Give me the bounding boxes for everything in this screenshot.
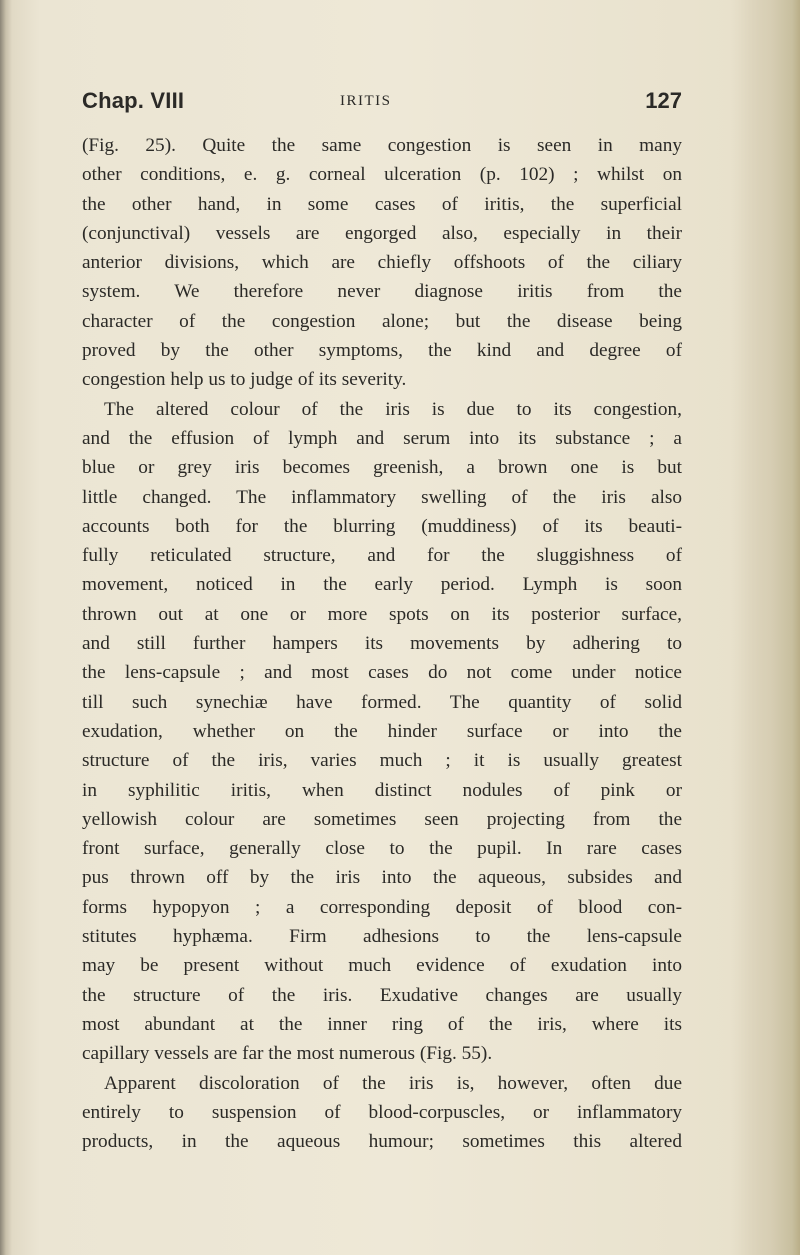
text-line: proved by the other symptoms, the kind and degree of xyxy=(82,340,682,362)
text-line: most abundant at the inner ring of the iris, where its xyxy=(82,1013,682,1035)
text-line: (conjunctival) vessels are engorged also, especially in their xyxy=(82,222,682,244)
running-header xyxy=(82,88,682,122)
text-line: entirely to suspension of blood-corpuscles, or inflammatory xyxy=(82,1101,682,1123)
text-line: blue or grey iris becomes greenish, a brown one is but xyxy=(82,457,682,479)
text-line: character of the congestion alone; but the disease being xyxy=(82,310,682,332)
text-line: forms hypopyon ; a corresponding deposit of blood con- xyxy=(82,896,682,918)
text-line: other conditions, e. g. corneal ulceration (p. 102) ; whilst on xyxy=(82,164,682,186)
text-line: may be present without much evidence of exudation into xyxy=(82,955,682,977)
text-line: front surface, generally close to the pupil. In rare cases xyxy=(82,838,682,860)
text-line: congestion help us to judge of its severity. xyxy=(82,369,407,391)
text-line: and still further hampers its movements by adhering to xyxy=(82,633,682,655)
page-binding-shadow xyxy=(0,0,12,1255)
running-title: IRITIS xyxy=(340,93,392,109)
chapter-label: Chap. VIII xyxy=(82,88,185,113)
text-line: yellowish colour are sometimes seen projecting from the xyxy=(82,808,682,830)
page-number: 127 xyxy=(645,88,682,113)
text-line: capillary vessels are far the most numerous (Fig. 55). xyxy=(82,1043,493,1065)
text-line: (Fig. 25). Quite the same congestion is seen in many xyxy=(82,135,682,156)
text-line: anterior divisions, which are chiefly offshoots of the ciliary xyxy=(82,252,682,274)
text-line: The altered colour of the iris is due to its congestion, xyxy=(104,398,682,420)
text-line: stitutes hyphæma. Firm adhesions to the lens-capsule xyxy=(82,926,682,948)
text-line: accounts both for the blurring (muddiness) of its beauti- xyxy=(82,515,682,537)
text-line: the lens-capsule ; and most cases do not come under notice xyxy=(82,662,682,684)
text-line: and the effusion of lymph and serum into its substance ; a xyxy=(82,427,682,449)
body-text xyxy=(82,131,682,1156)
text-line: products, in the aqueous humour; sometimes this altered xyxy=(82,1131,682,1153)
text-line: the structure of the iris. Exudative changes are usually xyxy=(82,984,682,1006)
text-line: in syphilitic iritis, when distinct nodules of pink or xyxy=(82,779,682,801)
text-line: structure of the iris, varies much ; it is usually greatest xyxy=(82,750,682,772)
text-line: system. We therefore never diagnose iritis from the xyxy=(82,281,682,303)
text-line: the other hand, in some cases of iritis, the superficial xyxy=(82,193,682,215)
text-line: Apparent discoloration of the iris is, however, often due xyxy=(104,1072,682,1094)
text-line: movement, noticed in the early period. Lymph is soon xyxy=(82,574,682,596)
text-line: fully reticulated structure, and for the sluggishness of xyxy=(82,545,682,567)
text-line: exudation, whether on the hinder surface or into the xyxy=(82,720,682,742)
text-line: pus thrown off by the iris into the aqueous, subsides and xyxy=(82,867,682,889)
page-edge-shadow xyxy=(730,0,800,1255)
text-line: till such synechiæ have formed. The quantity of solid xyxy=(82,691,682,713)
text-line: thrown out at one or more spots on its posterior surface, xyxy=(82,603,682,625)
text-line: little changed. The inflammatory swelling of the iris also xyxy=(82,486,682,508)
